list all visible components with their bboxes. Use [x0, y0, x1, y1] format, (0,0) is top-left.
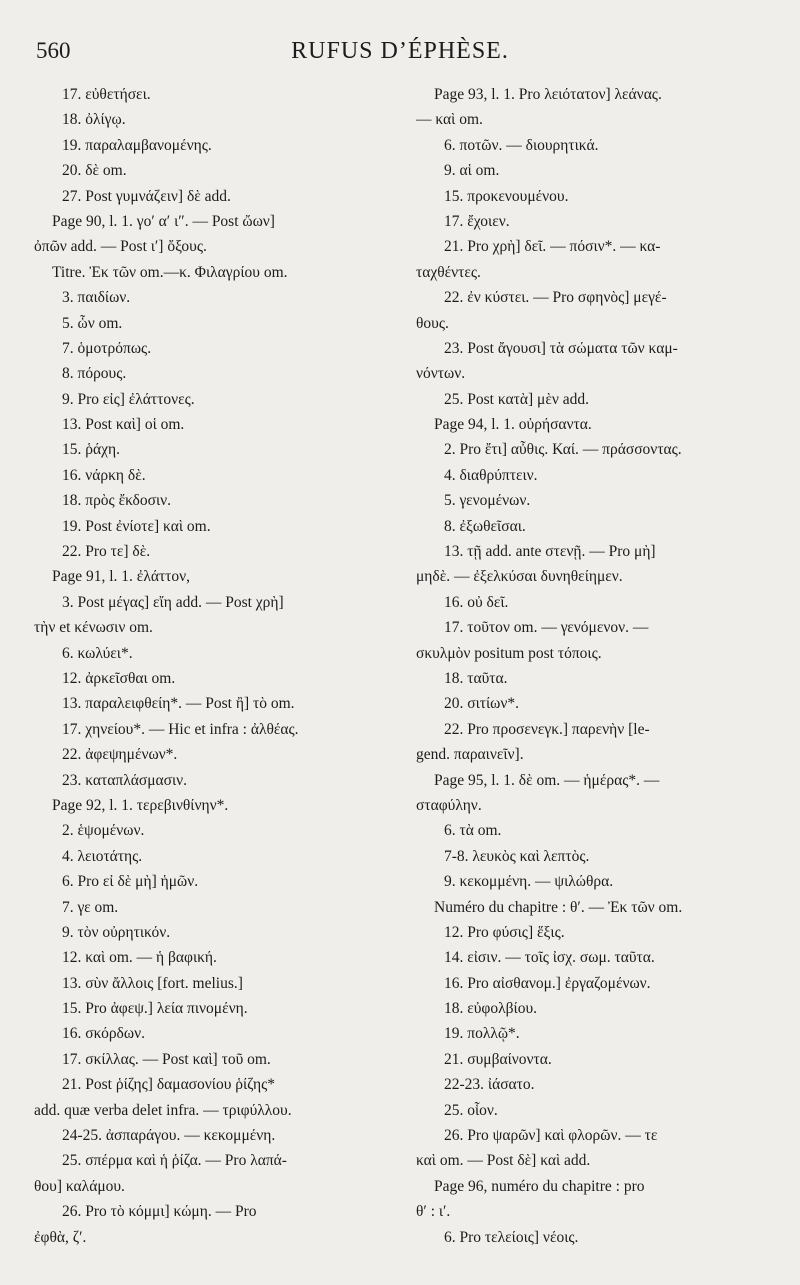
text-line: 9. αἱ om.: [444, 162, 500, 180]
text-line: καὶ om. — Post δὲ] καὶ add.: [416, 1152, 591, 1170]
text-line: 4. διαθρύπτειν.: [444, 466, 538, 484]
text-line: gend. παραινεῖν].: [416, 746, 524, 764]
text-line: 17. σκίλλας. — Post καὶ] τοῦ om.: [62, 1050, 271, 1068]
text-line: Page 91, l. 1. ἐλάττον,: [52, 568, 191, 586]
text-line: 22. ἀφεψημένων*.: [62, 746, 178, 764]
text-line: ὀπῶν add. — Post ι′] ὄξους.: [34, 238, 207, 256]
text-line: 25. οἷον.: [444, 1101, 498, 1119]
text-line: 21. Post ῥίζης] δαμασονίου ῥίζης*: [62, 1076, 275, 1094]
text-line: 13. παραλειφθείη*. — Post ἢ] τὸ om.: [62, 695, 295, 713]
text-line: 17. εὐθετήσει.: [62, 86, 151, 103]
text-line: 6. Pro τελείοις] νέοις.: [444, 1228, 579, 1246]
text-line: 20. σιτίων*.: [444, 695, 520, 713]
text-line: 7. ὁμοτρόπως.: [62, 339, 152, 357]
text-line: 12. ἀρκεῖσθαι om.: [62, 669, 176, 687]
text-line: 5. ὧν om.: [62, 314, 123, 332]
text-line: σκυλμὸν positum post τόποις.: [416, 644, 602, 662]
text-line: θους.: [416, 314, 449, 332]
text-line: 8. ἐξωθεῖσαι.: [444, 517, 526, 535]
text-line: 6. τὰ om.: [444, 822, 502, 840]
text-line: 23. Post ἄγουσι] τὰ σώματα τῶν καμ-: [444, 339, 678, 357]
text-line: 6. κωλύει*.: [62, 644, 133, 662]
text-line: 19. πολλῷ*.: [444, 1025, 520, 1043]
text-line: 26. Pro ψαρῶν] καὶ φλορῶν. — τε: [444, 1127, 658, 1145]
text-line: 22-23. ἰάσατο.: [444, 1076, 535, 1094]
text-line: 21. συμβαίνοντα.: [444, 1050, 552, 1068]
text-line: 25. Post κατὰ] μὲν add.: [444, 390, 589, 408]
text-line: 12. καὶ om. — ἡ βαφική.: [62, 949, 217, 967]
text-line: 9. Pro εἰς] ἐλάττονες.: [62, 390, 195, 408]
text-line: 16. νάρκη δὲ.: [62, 466, 146, 484]
text-line: 18. ὀλίγῳ.: [62, 111, 126, 129]
text-line: Page 95, l. 1. δὲ om. — ἡμέρας*. —: [434, 771, 660, 789]
text-line: Page 96, numéro du chapitre : pro: [434, 1177, 645, 1195]
text-line: 15. προκενουμένου.: [444, 187, 569, 205]
text-line: 2. ἑψομένων.: [62, 822, 145, 840]
text-line: 9. κεκομμένη. — ψιλώθρα.: [444, 873, 614, 891]
text-line: νόντων.: [416, 365, 466, 383]
text-line: 18. εὐφολβίου.: [444, 1000, 537, 1018]
text-line: 13. Post καὶ] οἱ om.: [62, 416, 185, 434]
text-line: 2. Pro ἔτι] αὖθις. Καί. — πράσσοντας.: [444, 441, 682, 459]
page-header: [0, 38, 800, 78]
text-line: 9. τὸν οὐρητικόν.: [62, 923, 171, 941]
text-line: 6. ποτῶν. — διουρητικά.: [444, 136, 599, 154]
text-line: 12. Pro φύσις] ἕξις.: [444, 923, 565, 941]
text-line: 7-8. λευκὸς καὶ λεπτὸς.: [444, 847, 590, 865]
page-number: 560: [36, 38, 71, 63]
text-line: 19. Post ἐνίοτε] καὶ om.: [62, 517, 211, 535]
text-line: add. quæ verba delet infra. — τριφύλλου.: [34, 1101, 292, 1119]
text-line: 17. τοῦτον om. — γενόμενον. —: [444, 619, 649, 637]
text-line: σταφύλην.: [416, 796, 482, 814]
text-line: 17. χηνείου*. — Hic et infra : ἀλθέας.: [62, 720, 299, 738]
right-column: [416, 82, 768, 1250]
text-line: 19. παραλαμβανομένης.: [62, 136, 212, 154]
text-line: 22. Pro προσενεγκ.] παρενὴν [le-: [444, 720, 650, 738]
text-line: 18. ταῦτα.: [444, 669, 508, 687]
text-line: 22. ἐν κύστει. — Pro σφηνὸς] μεγέ-: [444, 289, 667, 307]
text-line: 3. Post μέγας] εἴη add. — Post χρὴ]: [62, 593, 284, 611]
text-line: — καὶ om.: [416, 111, 483, 129]
text-line: 27. Post γυμνάζειν] δὲ add.: [62, 187, 231, 205]
text-line: 3. παιδίων.: [62, 289, 131, 307]
text-line: 16. σκόρδων.: [62, 1025, 145, 1043]
text-line: τὴν et κένωσιν om.: [34, 619, 153, 637]
text-line: 13. τῇ add. ante στενῇ. — Pro μὴ]: [444, 543, 656, 561]
text-line: 6. Pro εἰ δὲ μὴ] ἡμῶν.: [62, 873, 199, 891]
text-line: 18. πρὸς ἔκδοσιν.: [62, 492, 172, 510]
text-line: 16. Pro αἰσθανομ.] ἐργαζομένων.: [444, 974, 651, 992]
text-line: 5. γενομένων.: [444, 492, 531, 510]
text-line: 24-25. ἀσπαράγου. — κεκομμένη.: [62, 1127, 276, 1145]
text-line: 15. ῥάχη.: [62, 441, 120, 459]
text-line: Numéro du chapitre : θ′. — Ἐκ τῶν om.: [434, 898, 683, 916]
text-line: 17. ἔχοιεν.: [444, 212, 510, 230]
text-line: 15. Pro ἀφεψ.] λεία πινομένη.: [62, 1000, 248, 1018]
left-column: [34, 82, 372, 1250]
text-line: Page 94, l. 1. οὐρήσαντα.: [434, 416, 592, 434]
text-line: 22. Pro τε] δὲ.: [62, 543, 151, 561]
text-line: 4. λειοτάτης.: [62, 847, 143, 865]
text-line: θ′ : ι′.: [416, 1203, 451, 1221]
text-line: 13. σὺν ἄλλοις [fort. melius.]: [62, 974, 243, 992]
text-line: Page 93, l. 1. Pro λειότατον] λεάνας.: [434, 86, 662, 103]
text-line: μηδὲ. — ἐξελκύσαι δυνηθείημεν.: [416, 568, 623, 586]
text-line: θου] καλάμου.: [34, 1177, 125, 1195]
text-line: 21. Pro χρὴ] δεῖ. — πόσιν*. — κα-: [444, 238, 661, 256]
text-line: ταχθέντες.: [416, 263, 481, 281]
text-line: Page 92, l. 1. τερεβινθίνην*.: [52, 796, 229, 814]
text-line: 23. καταπλάσμασιν.: [62, 771, 188, 789]
text-line: 16. οὐ δεῖ.: [444, 593, 509, 611]
text-line: 26. Pro τὸ κόμμι] κώμη. — Pro: [62, 1203, 257, 1221]
text-line: ἐφθὰ, ζ′.: [34, 1228, 87, 1246]
text-line: 7. γε om.: [62, 898, 119, 916]
running-title: RUFUS D’ÉPHÈSE.: [291, 38, 509, 64]
text-line: 14. εἰσιν. — τοῖς ἰσχ. σωμ. ταῦτα.: [444, 949, 655, 967]
text-line: 20. δὲ om.: [62, 162, 127, 180]
text-line: 25. σπέρμα καὶ ἡ ῥίζα. — Pro λαπά-: [62, 1152, 287, 1170]
text-line: Titre. Ἐκ τῶν om.—κ. Φιλαγρίου om.: [52, 263, 288, 281]
text-line: 8. πόρους.: [62, 365, 127, 383]
text-line: Page 90, l. 1. γο′ α′ ι″. — Post ὤων]: [52, 212, 275, 230]
